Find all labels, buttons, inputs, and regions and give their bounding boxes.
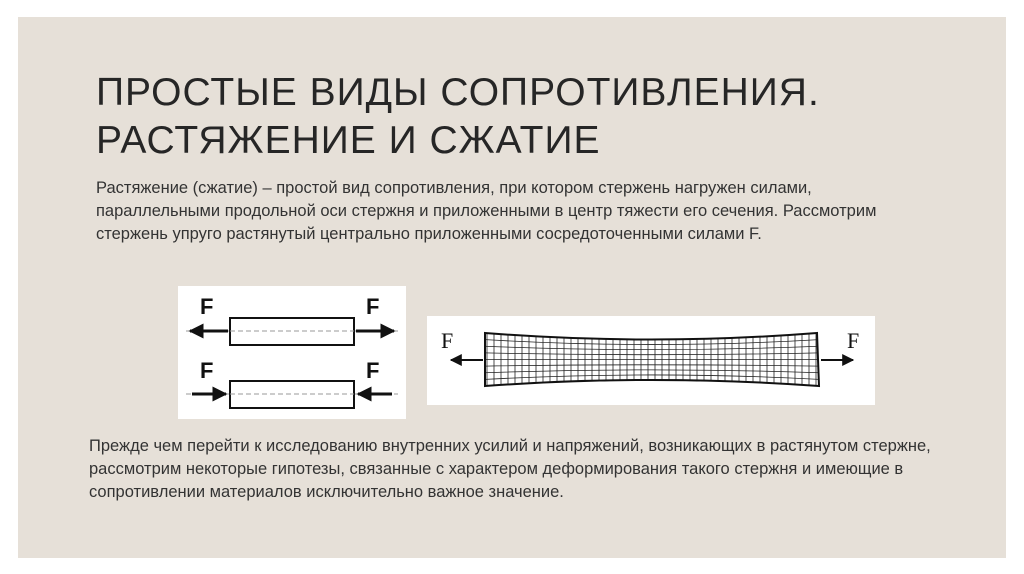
deformed-bar-figure [427,316,875,405]
mesh-line [485,375,819,379]
title-line-1: ПРОСТЫЕ ВИДЫ СОПРОТИВЛЕНИЯ. [96,71,820,114]
slide [18,17,1006,558]
hypotheses-paragraph: Прежде чем перейти к исследованию внутренних усилий и напряжений, возникающих в растянутом стержне, рассмотрим некоторые гипотезы, связанные с характером деформирования такого стержня и имеющие в сопротивлении материалов исключительно важное значение. [89,437,931,501]
force-label: F [366,294,380,319]
mesh-line [485,370,819,373]
tension-compression-figure [178,286,406,419]
force-label: F [441,328,454,353]
page-title [96,69,956,165]
intro-paragraph: Растяжение (сжатие) – простой вид сопротивления, при котором стержень нагружен силами, параллельными продольной оси стержня и приложенными в центр тяжести его сечения. Рассмотрим стержень упруго растянутый центрально приложенными сосредоточенными силами F. [96,179,877,243]
force-label: F [847,328,860,353]
title-line-2: РАСТЯЖЕНИЕ И СЖАТИЕ [96,119,601,162]
force-label: F [366,358,380,383]
tension-bar-diagram [186,294,398,345]
force-label: F [200,358,214,383]
mesh-line [485,365,819,366]
force-label: F [200,294,214,319]
mesh-line [485,346,819,349]
compression-bar-diagram [186,358,398,408]
mesh-line [485,353,819,355]
